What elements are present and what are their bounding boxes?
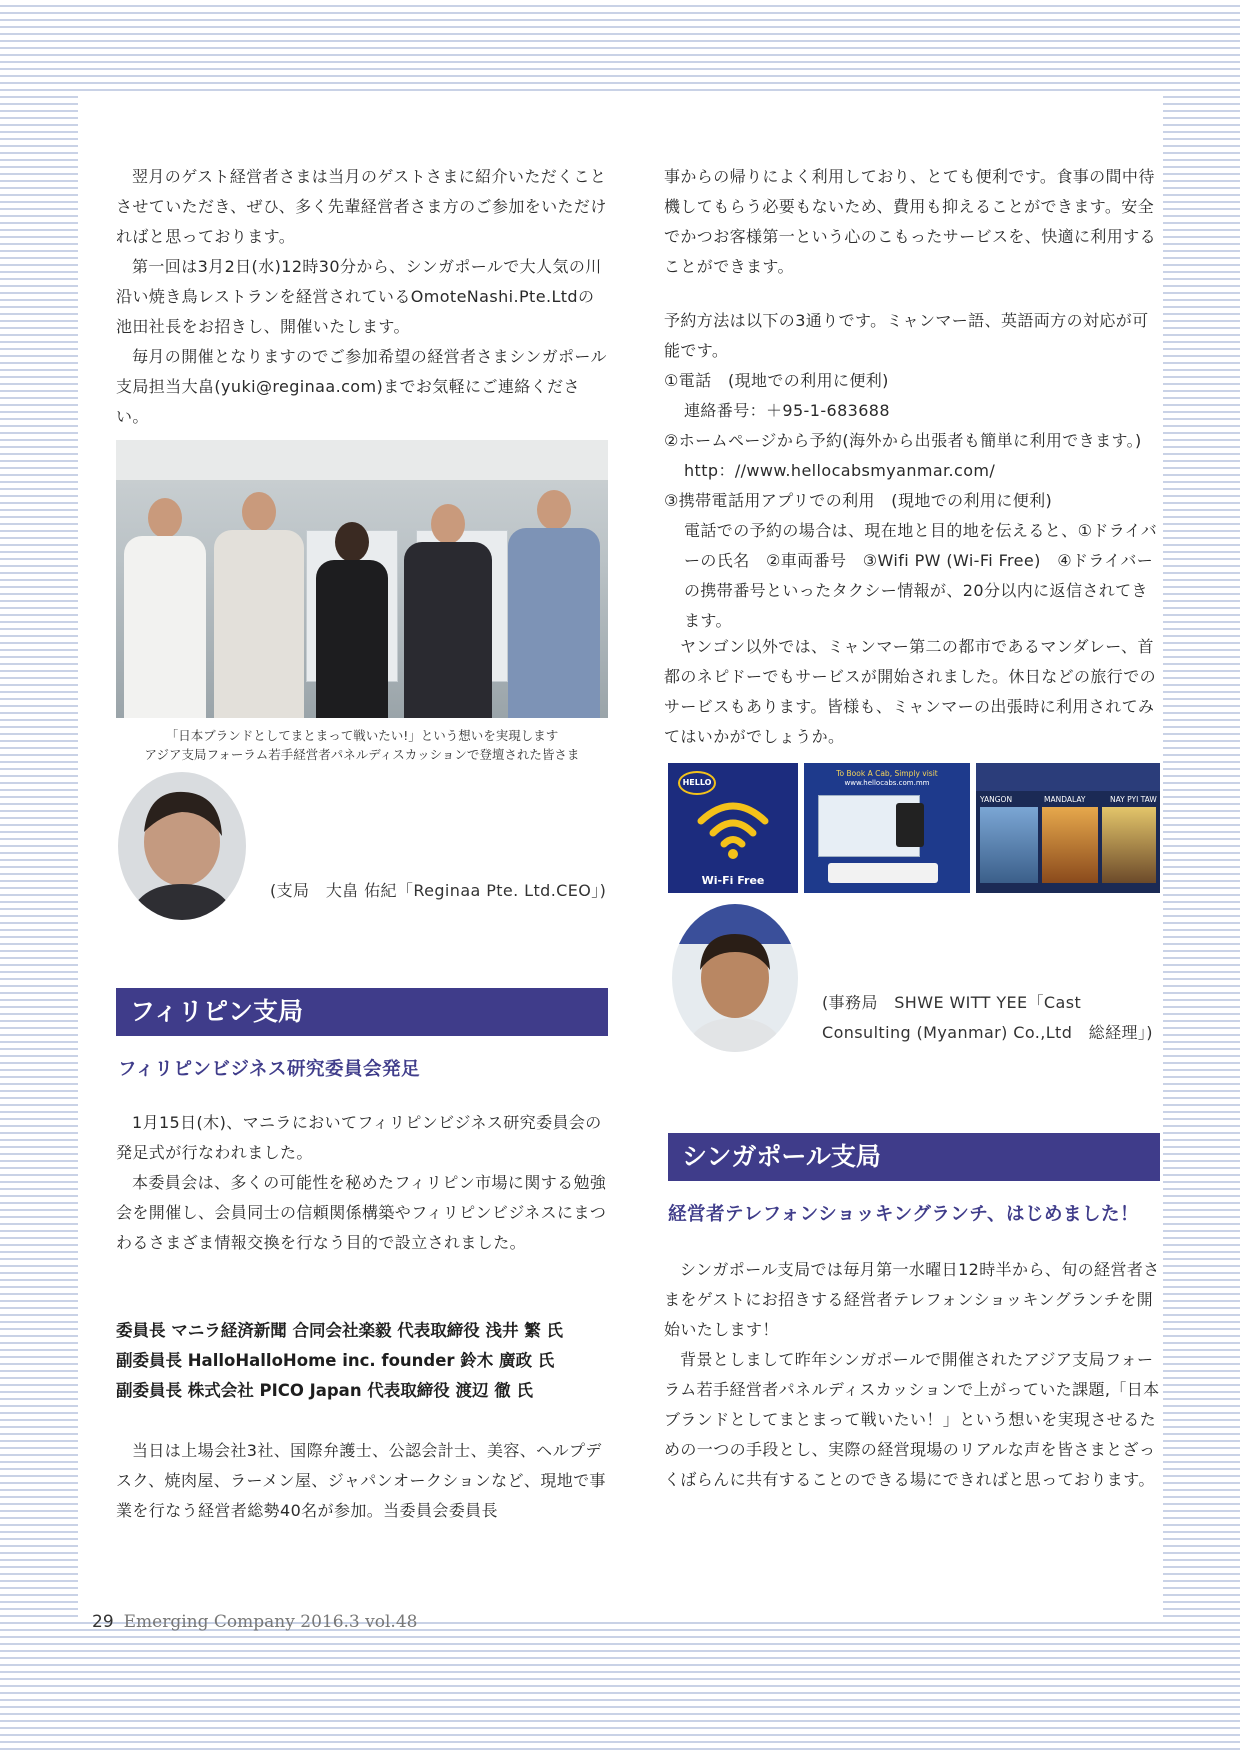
philippines-section-title: フィリピン支局 [116, 988, 608, 1036]
expansion-paragraph: ヤンゴン以外では、ミャンマー第二の都市であるマンダレー、首都のネピドーでもサービスが開始されました。休日などの旅行でのサービスもあります。皆様も、ミャンマーの出張時に利用されてみてはいかがでしょうか。 [664, 637, 1157, 746]
photo-banner [116, 440, 608, 480]
singapore-paragraph-2: 背景としまして昨年シンガポールで開催されたアジア支局フォーラム若手経営者パネルディスカッションで上がっていた課題,「日本ブランドとしてまとまって戦いたい！」という想いを実現させるための一つの手段とし、実際の経営現場のリアルな声を皆さまとざっくばらんに共有することのできる場にできればと思っております。 [664, 1350, 1160, 1489]
right-top-text [664, 162, 1162, 282]
committee-member-vice-2: 副委員長 株式会社 PICO Japan 代表取締役 渡辺 徹 氏 [116, 1381, 534, 1400]
philippines-paragraph-1: 1月15日(木)、マニラにおいてフィリピンビジネス研究委員会の発足式が行なわれました。 [116, 1113, 602, 1162]
singapore-section-subtitle: 経営者テレフォンショッキングランチ、はじめました！ [668, 1204, 1140, 1225]
right-signature [822, 988, 1153, 1048]
app-tile-heading: To Book A Cab, Simply visit [836, 769, 938, 778]
philippines-closing-paragraph: 当日は上場会社3社、国際弁護士、公認会計士、美容、ヘルプデスク、焼肉屋、ラーメン屋、ジャパンオークションなど、現地で事業を行なう経営者総勢40名が参加。当委員会委員長 [116, 1441, 606, 1520]
publication-name: Emerging Company 2016.3 vol.48 [123, 1612, 418, 1632]
booking-item-phone-number: 連絡番号：＋95-1-683688 [684, 401, 890, 420]
photo-person [214, 492, 304, 718]
committee-member-chair: 委員長 マニラ経済新聞 合同会社楽毅 代表取締役 浅井 繁 氏 [116, 1321, 563, 1340]
singapore-section-title: シンガポール支局 [668, 1133, 1160, 1181]
app-tile-url: www.hellocabs.com.mm [844, 779, 930, 787]
photo-caption-line-2: アジア支局フォーラム若手経営者パネルディスカッションで登壇された皆さま [144, 747, 580, 762]
philippines-section-body [116, 1108, 610, 1258]
booking-item-web-label: ②ホームページから予約(海外から出張者も簡単に利用できます。) [664, 431, 1142, 450]
committee-members [116, 1316, 563, 1406]
panel-discussion-photo [116, 440, 608, 718]
city-nay-pyi-taw: NAY PYI TAW [1110, 795, 1157, 804]
booking-item-phone-label: ①電話 (現地での利用に便利) [664, 371, 889, 390]
booking-methods [664, 306, 1162, 636]
photo-person [316, 522, 388, 718]
hello-logo: HELLO [678, 771, 716, 795]
app-screenshot-tile [804, 763, 970, 893]
philippines-section-subtitle: フィリピンビジネス研究委員会発足 [118, 1059, 420, 1080]
intro-paragraph-2: 第一回は3月2日(水)12時30分から、シンガポールで大人気の川沿い焼き鳥レストランを経営されているOmoteNashi.Pte.Ltdの池田社長をお招きし、開催いたします。 [116, 257, 602, 336]
author-portrait-left [118, 772, 246, 920]
photo-caption-line-1: 「日本ブランドとしてまとまって戦いたい!」という想いを実現します [165, 728, 559, 743]
right-signature-line-1: (事務局 SHWE WITT YEE「Cast [822, 993, 1082, 1012]
app-screen-footer [828, 863, 938, 883]
intro-text [116, 162, 610, 432]
city-yangon: YANGON [980, 795, 1013, 804]
cities-tile-header [976, 763, 1160, 791]
nay-pyi-taw-photo [1102, 807, 1156, 883]
photo-person [404, 504, 492, 718]
expansion-text [664, 632, 1162, 752]
intro-paragraph-3: 毎月の開催となりますのでご参加希望の経営者さまシンガポール支局担当大畠(yuki@reginaa.com)までお気軽にご連絡ください。 [116, 347, 607, 426]
singapore-paragraph-1: シンガポール支局では毎月第一水曜日12時半から、旬の経営者さまをゲストにお招きする経営者テレフォンショッキングランチを開始いたします！ [664, 1260, 1160, 1339]
intro-paragraph-1: 翌月のゲスト経営者さまは当月のゲストさまに紹介いただくことさせていただき、ぜひ、多く先輩経営者さま方のご参加をいただければと思っております。 [116, 167, 607, 246]
photo-caption [116, 726, 608, 764]
yangon-photo [980, 807, 1038, 883]
wifi-free-tile [668, 763, 798, 893]
author-portrait-right [672, 904, 798, 1052]
right-signature-line-2: Consulting (Myanmar) Co.,Ltd 総経理」) [822, 1023, 1153, 1042]
wifi-icon [693, 791, 773, 861]
philippines-closing [116, 1436, 610, 1526]
city-mandalay: MANDALAY [1044, 795, 1086, 804]
mandalay-photo [1042, 807, 1098, 883]
committee-member-vice-1: 副委員長 HalloHalloHome inc. founder 鈴木 廣政 氏 [116, 1351, 555, 1370]
left-signature: (支局 大畠 佑紀「Reginaa Pte. Ltd.CEO」) [270, 881, 607, 900]
booking-item-web-url: http：//www.hellocabsmyanmar.com/ [684, 461, 996, 480]
philippines-paragraph-2: 本委員会は、多くの可能性を秘めたフィリピン市場に関する勉強会を開催し、会員同士の信頼関係構築やフィリピンビジネスにまつわるさまざま情報交換を行なう目的で設立されました。 [116, 1173, 607, 1252]
page-footer [92, 1612, 417, 1632]
photo-person [124, 498, 206, 718]
photo-person [508, 490, 600, 718]
wifi-free-label: Wi-Fi Free [701, 874, 765, 887]
app-screen-phone [896, 803, 924, 847]
booking-item-app-label: ③携帯電話用アプリでの利用 (現地での利用に便利) [664, 491, 1053, 510]
singapore-section-body [664, 1255, 1162, 1495]
booking-item-app-detail: 電話での予約の場合は、現在地と目的地を伝えると、①ドライバーの氏名 ②車両番号 ③Wifi PW (Wi-Fi Free) ④ドライバーの携帯番号といったタクシー情報が、20分以内に返信されてきます。 [684, 521, 1158, 630]
page-number: 29 [92, 1612, 114, 1632]
right-top-paragraph: 事からの帰りによく利用しており、とても便利です。食事の間中待機してもらう必要もないため、費用も抑えることができます。安全でかつお客様第一という心のこもったサービスを、快適に利用することができます。 [664, 167, 1157, 276]
cities-tile [976, 763, 1160, 893]
booking-intro: 予約方法は以下の3通りです。ミャンマー語、英語両方の対応が可能です。 [664, 311, 1149, 360]
